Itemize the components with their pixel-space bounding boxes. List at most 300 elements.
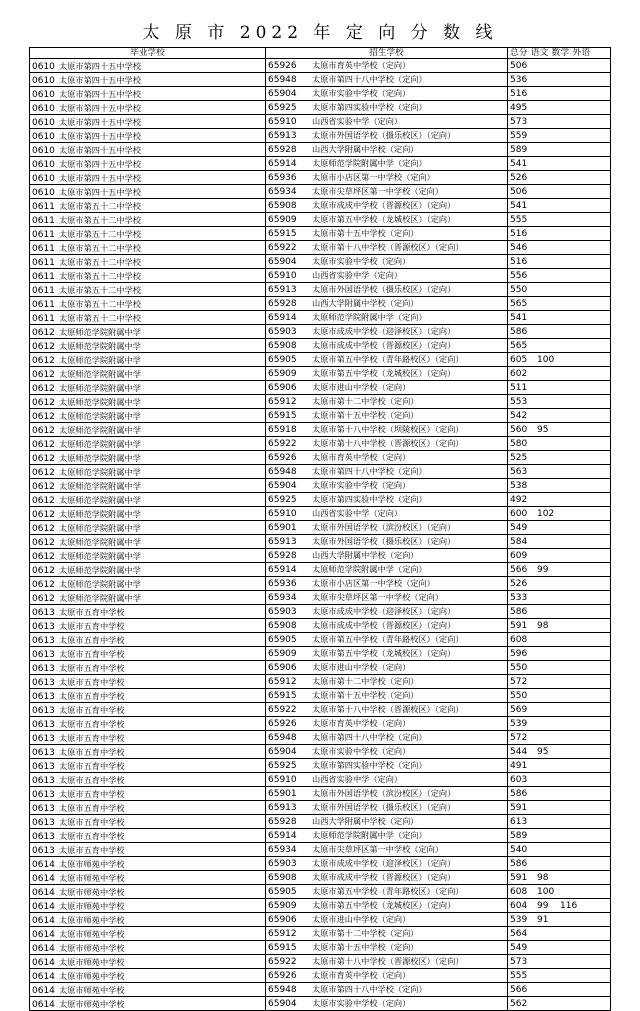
admission-school-cell [266,773,508,787]
total-score: 591 [510,872,528,883]
score-cell [508,871,611,885]
admission-school-name: 太原市进山中学校（定向） [312,382,411,393]
admission-school-cell [266,507,508,521]
admission-school-cell [266,269,508,283]
admission-school-cell [266,325,508,339]
table-row [30,437,611,451]
admission-school-code: 65908 [268,201,297,212]
table-body [30,59,611,1011]
admission-school-code: 65914 [268,159,297,170]
graduate-school-code: 0610 [32,104,55,115]
graduate-school-code: 0611 [32,230,55,241]
graduate-school-code: 0614 [32,930,55,941]
graduate-school-name: 太原师范学院附属中学 [59,383,141,394]
admission-school-cell [266,731,508,745]
admission-school-name: 太原市第十八中学校（坝陵校区）（定向） [312,424,464,435]
graduate-school-code: 0612 [32,468,55,479]
table-row [30,997,611,1011]
graduate-school-cell [30,689,266,703]
graduate-school-cell [30,829,266,843]
admission-school-cell [266,115,508,129]
table-row [30,115,611,129]
admission-school-name: 太原市第五中学校（青年路校区）（定向） [312,634,464,645]
admission-school-name: 太原市尖草坪区第一中学校（定向） [312,844,444,855]
admission-school-cell [266,815,508,829]
admission-school-code: 65925 [268,495,297,506]
total-score: 600 [510,508,528,519]
graduate-school-cell [30,115,266,129]
graduate-school-code: 0612 [32,524,55,535]
graduate-school-cell [30,157,266,171]
admission-school-name: 太原市实验中学校（定向） [312,88,411,99]
admission-school-code: 65901 [268,789,297,800]
admission-school-code: 65903 [268,607,297,618]
admission-school-code: 65948 [268,75,297,86]
table-row [30,157,611,171]
admission-school-cell [266,59,508,73]
table-row [30,73,611,87]
total-score: 539 [510,914,528,925]
table-row [30,479,611,493]
total-score: 526 [510,172,528,183]
total-score: 556 [510,270,528,281]
admission-school-cell [266,829,508,843]
graduate-school-code: 0614 [32,972,55,983]
total-score: 550 [510,284,528,295]
table-row [30,87,611,101]
graduate-school-cell [30,269,266,283]
total-score: 605 [510,354,528,365]
graduate-school-cell [30,213,266,227]
total-score: 495 [510,102,528,113]
score-cell [508,199,611,213]
score-cell [508,143,611,157]
admission-school-name: 太原市第十五中学校（定向） [312,942,419,953]
admission-school-cell [266,311,508,325]
graduate-school-code: 0614 [32,958,55,969]
graduate-school-cell [30,59,266,73]
admission-school-name: 太原市外国语学校（滨汾校区）（定向） [312,788,456,799]
admission-school-code: 65925 [268,103,297,114]
total-score: 563 [510,466,528,477]
admission-school-cell [266,465,508,479]
admission-school-name: 山西省实验中学（定向） [312,270,403,281]
graduate-school-name: 太原市师苑中学校 [59,999,125,1010]
score-cell [508,255,611,269]
graduate-school-name: 太原市第四十五中学校 [59,117,141,128]
admission-school-name: 山西大学附属中学校（定向） [312,550,419,561]
total-score: 566 [510,984,528,995]
table-row [30,143,611,157]
graduate-school-code: 0610 [32,174,55,185]
table-row [30,493,611,507]
admission-school-name: 太原市进山中学校（定向） [312,662,411,673]
graduate-school-code: 0611 [32,244,55,255]
score-cell [508,129,611,143]
graduate-school-cell [30,787,266,801]
admission-school-code: 65908 [268,873,297,884]
total-score: 506 [510,186,528,197]
table-row [30,661,611,675]
admission-school-code: 65948 [268,985,297,996]
table-row [30,129,611,143]
admission-school-code: 65910 [268,509,297,520]
total-score: 608 [510,886,528,897]
graduate-school-code: 0612 [32,454,55,465]
graduate-school-cell [30,885,266,899]
admission-school-code: 65926 [268,719,297,730]
admission-school-name: 山西省实验中学（定向） [312,774,403,785]
admission-school-code: 65910 [268,775,297,786]
admission-school-cell [266,703,508,717]
graduate-school-name: 太原市第五十二中学校 [59,229,141,240]
graduate-school-code: 0614 [32,860,55,871]
graduate-school-code: 0611 [32,272,55,283]
chinese-score: 98 [537,620,549,631]
score-cell [508,409,611,423]
graduate-school-cell [30,563,266,577]
graduate-school-name: 太原市第四十五中学校 [59,131,141,142]
admission-school-cell [266,941,508,955]
table-row [30,563,611,577]
table-row [30,815,611,829]
graduate-school-cell [30,647,266,661]
admission-school-name: 太原师范学院附属中学（定向） [312,158,427,169]
chinese-score: 100 [537,354,555,365]
score-table [29,47,611,1011]
table-row [30,647,611,661]
graduate-school-code: 0613 [32,734,55,745]
admission-school-name: 太原市成成中学校（晋源校区）（定向） [312,340,456,351]
table-row [30,269,611,283]
total-score: 569 [510,704,528,715]
graduate-school-name: 太原师范学院附属中学 [59,439,141,450]
admission-school-code: 65904 [268,747,297,758]
graduate-school-code: 0612 [32,426,55,437]
admission-school-cell [266,563,508,577]
score-cell [508,605,611,619]
admission-school-name: 太原市第四十八中学校（定向） [312,984,427,995]
admission-school-cell [266,619,508,633]
score-cell [508,633,611,647]
score-cell [508,367,611,381]
score-cell [508,997,611,1011]
admission-school-code: 65909 [268,901,297,912]
graduate-school-cell [30,283,266,297]
admission-school-cell [266,339,508,353]
admission-school-cell [266,157,508,171]
graduate-school-code: 0613 [32,678,55,689]
graduate-school-code: 0610 [32,188,55,199]
admission-school-name: 山西省实验中学（定向） [312,116,403,127]
chinese-score: 99 [537,900,549,911]
table-row [30,619,611,633]
graduate-school-code: 0612 [32,566,55,577]
graduate-school-name: 太原师范学院附属中学 [59,369,141,380]
graduate-school-cell [30,339,266,353]
admission-school-cell [266,143,508,157]
graduate-school-name: 太原市师苑中学校 [59,873,125,884]
admission-school-name: 太原市外国语学校（摄乐校区）（定向） [312,130,456,141]
admission-school-name: 太原市第十八中学校（晋源校区）（定向） [312,438,464,449]
graduate-school-cell [30,171,266,185]
graduate-school-cell [30,731,266,745]
score-cell [508,899,611,913]
graduate-school-cell [30,759,266,773]
table-row [30,633,611,647]
admission-school-cell [266,605,508,619]
admission-school-name: 山西大学附属中学校（定向） [312,816,419,827]
graduate-school-cell [30,717,266,731]
total-score: 541 [510,200,528,211]
graduate-school-code: 0611 [32,258,55,269]
graduate-school-name: 太原市五育中学校 [59,845,125,856]
score-cell [508,507,611,521]
admission-school-name: 太原市成成中学校（迎泽校区）（定向） [312,858,456,869]
graduate-school-code: 0611 [32,314,55,325]
admission-school-cell [266,241,508,255]
graduate-school-code: 0610 [32,132,55,143]
admission-school-cell [266,871,508,885]
admission-school-cell [266,899,508,913]
admission-school-name: 太原市育英中学校（定向） [312,452,411,463]
admission-school-code: 65908 [268,341,297,352]
admission-school-code: 65926 [268,453,297,464]
admission-school-code: 65906 [268,383,297,394]
graduate-school-cell [30,815,266,829]
score-cell [508,185,611,199]
graduate-school-code: 0610 [32,160,55,171]
graduate-school-cell [30,199,266,213]
total-score: 586 [510,326,528,337]
admission-school-cell [266,129,508,143]
table-row [30,913,611,927]
table-row [30,213,611,227]
admission-school-cell [266,353,508,367]
table-row [30,857,611,871]
admission-school-cell [266,675,508,689]
total-score: 550 [510,690,528,701]
score-cell [508,885,611,899]
graduate-school-code: 0613 [32,804,55,815]
graduate-school-name: 太原市五育中学校 [59,831,125,842]
graduate-school-name: 太原市第五十二中学校 [59,285,141,296]
total-score: 589 [510,830,528,841]
admission-school-name: 山西大学附属中学校（定向） [312,298,419,309]
graduate-school-cell [30,857,266,871]
graduate-school-name: 太原市五育中学校 [59,691,125,702]
graduate-school-code: 0612 [32,328,55,339]
graduate-school-code: 0611 [32,300,55,311]
graduate-school-cell [30,661,266,675]
total-score: 536 [510,74,528,85]
graduate-school-cell [30,969,266,983]
graduate-school-name: 太原市第五十二中学校 [59,257,141,268]
admission-school-cell [266,843,508,857]
graduate-school-code: 0610 [32,76,55,87]
admission-school-cell [266,227,508,241]
table-row [30,185,611,199]
admission-school-code: 65936 [268,579,297,590]
admission-school-name: 太原市实验中学校（定向） [312,998,411,1009]
table-row [30,283,611,297]
admission-school-cell [266,423,508,437]
score-cell [508,969,611,983]
admission-school-cell [266,479,508,493]
admission-school-code: 65913 [268,285,297,296]
chinese-score: 95 [537,424,549,435]
total-score: 562 [510,998,528,1009]
admission-school-name: 太原市小店区第一中学校（定向） [312,578,435,589]
admission-school-cell [266,661,508,675]
admission-school-cell [266,381,508,395]
graduate-school-name: 太原市五育中学校 [59,635,125,646]
admission-school-name: 太原市第四十八中学校（定向） [312,74,427,85]
graduate-school-code: 0612 [32,496,55,507]
graduate-school-code: 0613 [32,818,55,829]
admission-school-code: 65904 [268,89,297,100]
total-score: 584 [510,536,528,547]
total-score: 506 [510,60,528,71]
table-row [30,885,611,899]
graduate-school-cell [30,605,266,619]
graduate-school-name: 太原师范学院附属中学 [59,537,141,548]
graduate-school-cell [30,997,266,1011]
admission-school-cell [266,395,508,409]
graduate-school-cell [30,395,266,409]
chinese-score: 91 [537,914,549,925]
score-cell [508,661,611,675]
total-score: 586 [510,788,528,799]
graduate-school-name: 太原市五育中学校 [59,607,125,618]
total-score: 544 [510,746,528,757]
table-row [30,899,611,913]
graduate-school-cell [30,73,266,87]
total-score: 555 [510,214,528,225]
table-row [30,507,611,521]
score-cell [508,395,611,409]
admission-school-code: 65926 [268,971,297,982]
table-row [30,451,611,465]
total-score: 591 [510,802,528,813]
graduate-school-name: 太原市五育中学校 [59,663,125,674]
graduate-school-name: 太原市第五十二中学校 [59,313,141,324]
admission-school-cell [266,185,508,199]
admission-school-code: 65934 [268,593,297,604]
total-score: 533 [510,592,528,603]
graduate-school-code: 0612 [32,342,55,353]
admission-school-name: 太原市第十八中学校（晋源校区）（定向） [312,242,464,253]
admission-school-name: 太原师范学院附属中学（定向） [312,830,427,841]
score-cell [508,73,611,87]
score-cell [508,675,611,689]
admission-school-name: 太原市育英中学校（定向） [312,970,411,981]
total-score: 609 [510,550,528,561]
admission-school-cell [266,437,508,451]
total-score: 596 [510,648,528,659]
score-cell [508,171,611,185]
total-score: 541 [510,158,528,169]
table-row [30,311,611,325]
graduate-school-name: 太原市师苑中学校 [59,985,125,996]
graduate-school-name: 太原师范学院附属中学 [59,397,141,408]
table-row [30,535,611,549]
graduate-school-cell [30,913,266,927]
graduate-school-name: 太原市师苑中学校 [59,859,125,870]
admission-school-code: 65928 [268,145,297,156]
table-row [30,675,611,689]
admission-school-code: 65909 [268,369,297,380]
table-row [30,353,611,367]
score-cell [508,857,611,871]
admission-school-name: 山西省实验中学（定向） [312,508,403,519]
admission-school-cell [266,913,508,927]
total-score: 540 [510,844,528,855]
header-graduate-school: 毕业学校 [30,48,266,59]
graduate-school-code: 0612 [32,594,55,605]
graduate-school-code: 0611 [32,202,55,213]
admission-school-name: 太原市成成中学校（晋源校区）（定向） [312,872,456,883]
total-score: 549 [510,522,528,533]
graduate-school-cell [30,227,266,241]
total-score: 550 [510,662,528,673]
graduate-school-code: 0613 [32,706,55,717]
graduate-school-cell [30,143,266,157]
graduate-school-name: 太原市第四十五中学校 [59,61,141,72]
admission-school-name: 太原市外国语学校（滨汾校区）（定向） [312,522,456,533]
admission-school-code: 65905 [268,355,297,366]
graduate-school-cell [30,409,266,423]
total-score: 549 [510,942,528,953]
admission-school-name: 山西大学附属中学校（定向） [312,144,419,155]
admission-school-name: 太原市第十五中学校（定向） [312,228,419,239]
graduate-school-name: 太原市五育中学校 [59,789,125,800]
graduate-school-code: 0614 [32,902,55,913]
score-cell [508,801,611,815]
admission-school-name: 太原市第五中学校（龙城校区）（定向） [312,368,456,379]
score-cell [508,101,611,115]
score-cell [508,297,611,311]
admission-school-cell [266,885,508,899]
graduate-school-cell [30,535,266,549]
chinese-score: 98 [537,872,549,883]
admission-school-cell [266,983,508,997]
admission-school-name: 太原市第五中学校（龙城校区）（定向） [312,648,456,659]
table-row [30,759,611,773]
score-cell [508,717,611,731]
admission-school-name: 太原市第十二中学校（定向） [312,928,419,939]
total-score: 492 [510,494,528,505]
graduate-school-name: 太原市第四十五中学校 [59,187,141,198]
admission-school-name: 太原市实验中学校（定向） [312,746,411,757]
graduate-school-code: 0612 [32,510,55,521]
graduate-school-name: 太原市第四十五中学校 [59,75,141,86]
admission-school-cell [266,633,508,647]
score-cell [508,87,611,101]
table-row [30,871,611,885]
graduate-school-name: 太原市第五十二中学校 [59,215,141,226]
table-header-row [30,48,611,59]
score-cell [508,115,611,129]
graduate-school-name: 太原师范学院附属中学 [59,579,141,590]
admission-school-name: 太原市成成中学校（晋源校区）（定向） [312,200,456,211]
admission-school-code: 65914 [268,831,297,842]
table-row [30,689,611,703]
graduate-school-name: 太原市第五十二中学校 [59,201,141,212]
graduate-school-name: 太原市五育中学校 [59,817,125,828]
total-score: 589 [510,144,528,155]
table-row [30,521,611,535]
